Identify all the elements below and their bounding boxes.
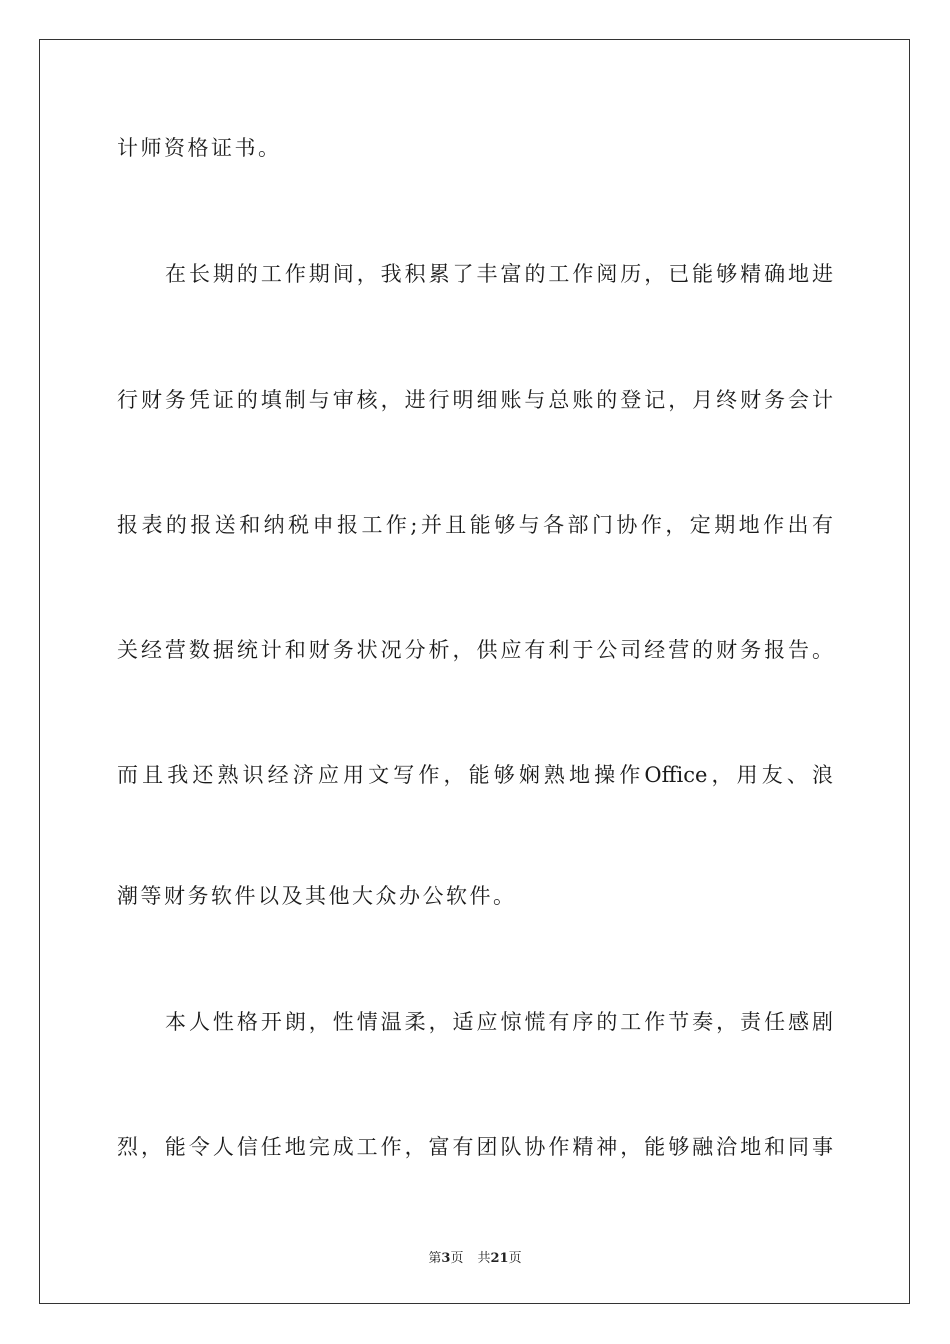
page-prefix: 第 — [428, 1251, 442, 1266]
text-line: 关经营数据统计和财务状况分析，供应有利于公司经营的财务报告。 — [117, 638, 833, 662]
text-line: 报表的报送和纳税申报工作;并且能够与各部门协作，定期地作出有 — [117, 513, 833, 537]
page-number: 3 — [441, 1251, 451, 1266]
page-footer — [0, 1247, 950, 1266]
text-line: 烈，能令人信任地完成工作，富有团队协作精神，能够融洽地和同事 — [117, 1135, 833, 1159]
total-prefix: 共 — [477, 1251, 491, 1266]
text-line: 而且我还熟识经济应用文写作，能够娴熟地操作Office，用友、浪 — [117, 763, 833, 787]
page-border — [39, 39, 910, 1304]
page-suffix: 页 — [450, 1251, 464, 1266]
total-suffix: 页 — [508, 1251, 522, 1266]
text-line: 行财务凭证的填制与审核，进行明细账与总账的登记，月终财务会计 — [117, 388, 833, 412]
total-pages: 21 — [490, 1251, 509, 1266]
text-line: 计师资格证书。 — [117, 136, 282, 160]
paragraph-first-line: 在长期的工作期间，我积累了丰富的工作阅历，已能够精确地进 — [165, 262, 833, 286]
text-line: 潮等财务软件以及其他大众办公软件。 — [117, 884, 517, 908]
paragraph-first-line: 本人性格开朗，性情温柔，适应惊慌有序的工作节奏，责任感剧 — [165, 1010, 833, 1034]
